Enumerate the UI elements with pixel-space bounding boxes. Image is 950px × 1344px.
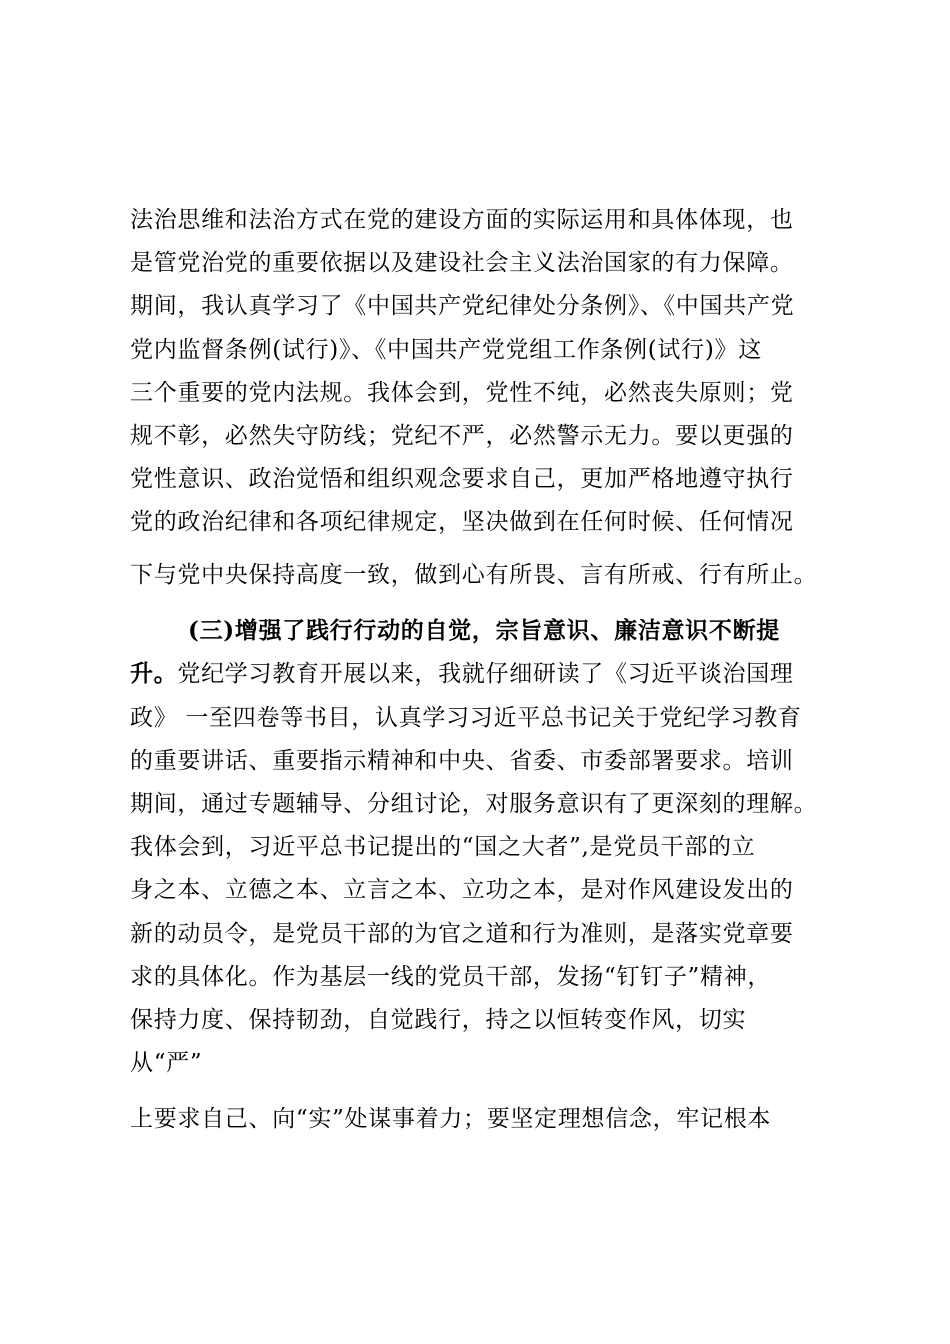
body-line: 新的动员令，是党员干部的为官之道和行为准则，是落实党章要 [130, 921, 794, 947]
body-line: 从“严” [130, 1050, 203, 1076]
body-line: 身之本、立德之本、立言之本、立功之本，是对作风建设发出的 [130, 877, 794, 903]
body-line: 求的具体化。作为基层一线的党员干部，发扬“钉钉子”精神， [130, 964, 772, 990]
body-line: 期间，我认真学习了《中国共产党纪律处分条例》、《中国共产党 [130, 293, 795, 319]
body-line: 法治思维和法治方式在党的建设方面的实际运用和具体体现，也 [130, 207, 794, 233]
body-line: 保持力度、保持韧劲，自觉践行，持之以恒转变作风，切实 [130, 1007, 747, 1033]
body-line: 期间，通过专题辅导、分组讨论，对服务意识有了更深刻的理解。 [130, 791, 818, 817]
body-line: 上要求自己、向“实”处谋事着力；要坚定理想信念，牢记根本 [130, 1106, 772, 1132]
body-line: 党的政治纪律和各项纪律规定，坚决做到在任何时候、任何情况 [130, 509, 794, 535]
body-line: 我体会到，习近平总书记提出的“国之大者”,是党员干部的立 [130, 834, 756, 860]
body-line: 规不彰，必然失守防线；党纪不严，必然警示无力。要以更强的 [130, 423, 794, 449]
body-line: 的重要讲话、重要指示精神和中央、省委、市委部署要求。培训 [130, 748, 794, 774]
body-line: 政》 一至四卷等书目，认真学习习近平总书记关于党纪学习教育 [130, 705, 802, 731]
body-line: 三个重要的党内法规。我体会到，党性不纯，必然丧失原则；党 [130, 380, 794, 406]
section-heading: (三)增强了践行行动的自觉，宗旨意识、廉洁意识不断提 [188, 617, 780, 644]
body-line: 党内监督条例(试行)》、《中国共产党党组工作条例(试行)》这 [130, 337, 762, 363]
body-text: 党纪学习教育开展以来，我就仔细研读了《习近平谈治国理 [177, 661, 794, 687]
section-heading-end: 升。 [130, 660, 178, 687]
body-line: 是管党治党的重要依据以及建设社会主义法治国家的有力保障。 [130, 250, 794, 276]
body-line: 下与党中央保持高度一致，做到心有所畏、言有所戒、行有所止。 [130, 562, 818, 588]
body-line [130, 659, 794, 689]
body-line: 党性意识、政治觉悟和组织观念要求自己，更加严格地遵守执行 [130, 466, 794, 492]
